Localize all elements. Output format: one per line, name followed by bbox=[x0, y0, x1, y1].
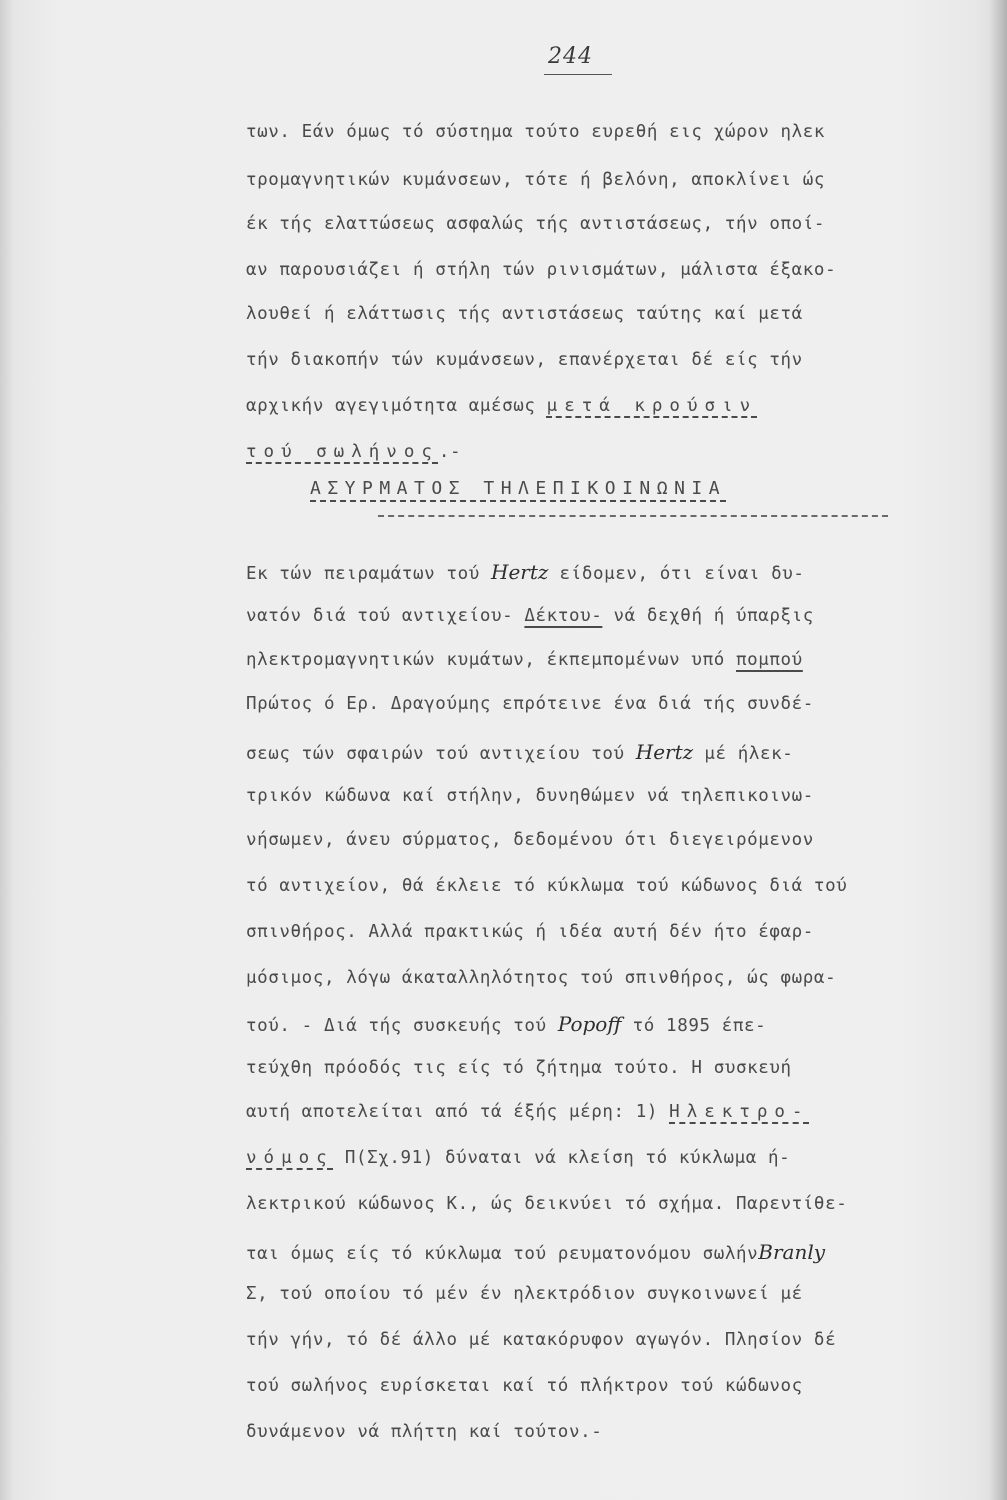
page-number: 244 bbox=[548, 44, 593, 69]
text-line-1: των. Εάν όμως τό σύστημα τούτο ευρεθή εις χώρον ηλεκ bbox=[246, 122, 826, 142]
text-line-17: σπινθήρος. Αλλά πρακτικώς ή ιδέα αυτή δέν ήτο έφαρ- bbox=[246, 922, 814, 942]
spaced-emphasis: μετά κρούσιν bbox=[546, 396, 758, 416]
text-line-16: τό αντιχείον, θά έκλειε τό κύκλωμα τού κώδωνος διά τού bbox=[246, 876, 848, 896]
underlined-term: πομπού bbox=[735, 650, 803, 670]
text-line-8 bbox=[246, 442, 461, 462]
text-line-23: λεκτρικού κώδωνος Κ., ώς δεικνύει τό σχήμα. Παρεντίθε- bbox=[246, 1194, 848, 1214]
spaced-emphasis: τού σωλήνος bbox=[246, 442, 439, 462]
text-line-3: έκ τής ελαττώσεως ασφαλώς τής αντιστάσεως, τήν οποί- bbox=[246, 214, 826, 234]
text-line-15: νήσωμεν, άνευ σύρματος, δεδομένου ότι διεγειρόμενον bbox=[246, 830, 814, 850]
text-line-13 bbox=[246, 740, 793, 764]
text-segment: Π(Σχ.91) δύναται νά κλείση τό κύκλωμα ή- bbox=[333, 1148, 791, 1168]
text-line-9 bbox=[246, 560, 805, 584]
text-line-22 bbox=[246, 1148, 790, 1168]
text-line-8-suffix: .- bbox=[438, 442, 462, 462]
text-line-26: τήν γήν, τό δέ άλλο μέ κατακόρυφον αγωγόν. Πλησίον δέ bbox=[246, 1330, 837, 1350]
text-segment: ται όμως είς τό κύκλωμα τού ρευματονόμου σωλήν bbox=[246, 1244, 759, 1264]
spaced-emphasis: νόμος bbox=[246, 1148, 334, 1168]
text-segment: νατόν διά τού αντιχείου- bbox=[246, 606, 525, 626]
underlined-term: Δέκτου- bbox=[524, 606, 603, 626]
section-heading: ΑΣΥΡΜΑΤΟΣ ΤΗΛΕΠΙΚΟΙΝΩΝΙΑ bbox=[310, 478, 727, 499]
text-segment: μέ ήλεκ- bbox=[693, 744, 794, 764]
handwritten-hertz: Hertz bbox=[635, 740, 694, 764]
text-segment: σεως τών σφαιρών τού αντιχείου τού bbox=[246, 744, 636, 764]
text-line-2: τρομαγνητικών κυμάνσεων, τότε ή βελόνη, αποκλίνει ώς bbox=[246, 170, 826, 190]
text-line-18: μόσιμος, λόγω άκαταλληλότητος τού σπινθήρος, ώς φωρα- bbox=[246, 968, 837, 988]
text-line-25: Σ, τού οποίου τό μέν έν ηλεκτρόδιον συγκοινωνεί μέ bbox=[246, 1284, 803, 1304]
text-line-5: λουθεί ή ελάττωσις τής αντιστάσεως ταύτης καί μετά bbox=[246, 304, 803, 324]
text-line-7 bbox=[246, 396, 757, 416]
text-line-11 bbox=[246, 650, 803, 670]
handwritten-branly: Branly bbox=[758, 1240, 826, 1264]
text-line-7-prefix: αρχικήν αγεγιμότητα αμέσως bbox=[246, 396, 547, 416]
handwritten-hertz: Hertz bbox=[491, 560, 549, 584]
text-line-14: τρικόν κώδωνα καί στήλην, δυνηθώμεν νά τηλεπικοινω- bbox=[246, 786, 814, 806]
spaced-emphasis: Ηλεκτρο- bbox=[669, 1102, 810, 1122]
handwritten-popoff: Popoff bbox=[557, 1012, 622, 1036]
heading-double-underline bbox=[378, 515, 888, 517]
text-line-28: δυνάμενον νά πλήττη καί τούτον.- bbox=[246, 1422, 603, 1442]
text-segment: Εκ τών πειραμάτων τού bbox=[246, 564, 491, 584]
text-line-27: τού σωλήνος ευρίσκεται καί τό πλήκτρον τού κώδωνος bbox=[246, 1376, 803, 1396]
text-line-21 bbox=[246, 1102, 809, 1122]
text-segment: είδομεν, ότι είναι δυ- bbox=[548, 564, 805, 584]
text-line-10 bbox=[246, 606, 814, 626]
text-segment: νά δεχθή ή ύπαρξις bbox=[602, 606, 814, 626]
text-line-19 bbox=[246, 1012, 766, 1036]
text-line-4: αν παρουσιάζει ή στήλη τών ρινισμάτων, μάλιστα έξακο- bbox=[246, 260, 837, 280]
text-segment: αυτή αποτελείται από τά έξής μέρη: 1) bbox=[246, 1102, 670, 1122]
page-edge-shadow bbox=[989, 0, 1007, 1500]
text-segment: τό 1895 έπε- bbox=[621, 1016, 767, 1036]
page-number-underline bbox=[544, 74, 612, 75]
text-line-24 bbox=[246, 1240, 825, 1264]
text-line-6: τήν διακοπήν τών κυμάνσεων, επανέρχεται δέ είς τήν bbox=[246, 350, 803, 370]
text-segment: ηλεκτρομαγνητικών κυμάτων, έκπεμπομένων υπό bbox=[246, 650, 736, 670]
text-line-20: τεύχθη πρόοδός τις είς τό ζήτημα τούτο. Η συσκευή bbox=[246, 1058, 792, 1078]
text-line-12: Πρώτος ό Ερ. Δραγούμης επρότεινε ένα διά τής συνδέ- bbox=[246, 694, 814, 714]
text-segment: τού. - Διά τής συσκευής τού bbox=[246, 1016, 558, 1036]
